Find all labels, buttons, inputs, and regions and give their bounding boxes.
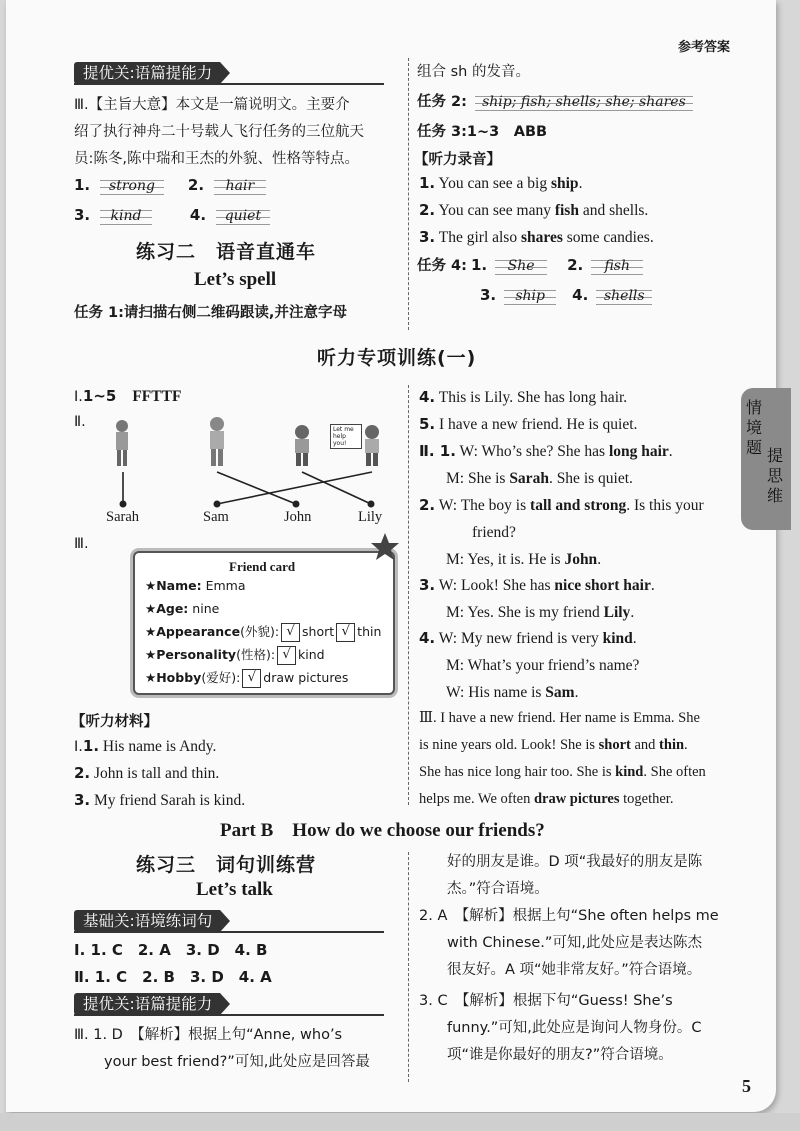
check-box: √ [336, 623, 355, 642]
handwritten-answer: shells [596, 287, 652, 305]
card-appearance-row [145, 620, 381, 643]
main-idea-line3: 员:陈冬,陈中瑞和王杰的外貌、性格等特点。 [74, 151, 359, 167]
answer-num: 3. [74, 206, 91, 224]
basic-row-1: Ⅰ. 1. C 2. A 3. D 4. B [74, 941, 268, 959]
task2-answer: ship; fish; shells; she; shares [475, 93, 693, 111]
handwritten-answer: quiet [216, 207, 270, 225]
line-num: 2. [419, 201, 436, 219]
handwritten-answer: fish [591, 257, 643, 275]
line-num: 3. [74, 791, 91, 809]
card-field-cn: (性格): [236, 647, 276, 662]
page-number: 5 [742, 1076, 751, 1096]
column-divider-middle [408, 385, 409, 805]
line-text: M: She is [446, 470, 510, 487]
line-bold: shares [520, 229, 563, 246]
card-field-value: short [302, 624, 335, 639]
analysis-q2-line2: with Chinese.”可知,此处应是表达陈杰 [447, 935, 703, 951]
card-name-row [145, 574, 246, 597]
line-text: . [578, 175, 583, 192]
line-bold: tall and strong [530, 497, 627, 514]
line-num: 3. [419, 228, 436, 246]
handwritten-answer: hair [214, 177, 266, 195]
handwritten-answer: kind [100, 207, 152, 225]
passage-line-3 [419, 759, 706, 786]
line-text: some candies. [562, 229, 654, 246]
listening-iii-label: Ⅲ. [74, 536, 89, 552]
recording-line-2 [419, 197, 648, 224]
analysis-q1-line1: Ⅲ. 1. D 【解析】根据上句“Anne, who’s [74, 1027, 343, 1043]
line-text: His name is Andy. [102, 738, 217, 755]
line-text: M: Yes, it is. He is [446, 551, 565, 568]
check-box: √ [242, 669, 261, 688]
line-bold: nice short hair [554, 577, 651, 594]
dialog-3-m [446, 599, 634, 626]
line-text: helps me. We often [419, 791, 534, 807]
task3-answer: 任务 3:1~3 ABB [417, 124, 548, 140]
line-bold: draw pictures [533, 791, 620, 807]
recording-line-3 [419, 224, 654, 251]
line-text: W: His name is [446, 684, 546, 701]
dialog-2-w-cont: friend? [472, 524, 516, 541]
line-bold: short [598, 737, 631, 753]
pill-underline [74, 931, 384, 933]
script-line-5 [419, 411, 637, 438]
line-text: . [650, 577, 655, 594]
script-line-4 [419, 384, 627, 411]
card-field-cn: (爱好): [201, 670, 241, 685]
roman-label: Ⅰ. [74, 739, 83, 755]
section-pill-advanced: 提优关:语篇提能力 [74, 62, 220, 84]
dialog-1-w [419, 438, 673, 465]
listening-i-answer [74, 387, 181, 406]
card-field-value: thin [357, 624, 382, 639]
recording-heading: 【听力录音】 [414, 152, 501, 168]
task1-instruction: 任务 1:请扫描右侧二维码跟读,并注意字母 [74, 305, 347, 321]
dialog-1-m [446, 465, 633, 492]
line-text: . She often [643, 764, 706, 780]
name-lily: Lily [358, 509, 383, 525]
analysis-q2-line3: 很友好。A 项“她非常友好。”符合语境。 [447, 962, 702, 978]
card-title: Friend card [229, 559, 296, 574]
answer-num: 2. [187, 176, 205, 194]
line-text: I have a new friend. He is quiet. [439, 416, 638, 433]
pill-underline [74, 83, 384, 85]
passage-line-1: Ⅲ. I have a new friend. Her name is Emma. She [419, 710, 700, 726]
line-num: 5. [419, 415, 436, 433]
analysis-q1-line2: your best friend?”可知,此处应是回答最 [104, 1054, 370, 1070]
answer-row-2 [74, 202, 270, 229]
line-bold: Lily [603, 604, 631, 621]
line-num: 3. [419, 576, 436, 594]
star-icon [370, 532, 400, 562]
analysis-cont-2: 杰。”符合语境。 [447, 881, 549, 897]
card-field-label: ★Personality [145, 647, 237, 662]
dialog-4-m: M: What’s your friend’s name? [446, 657, 640, 674]
name-john: John [284, 509, 312, 525]
card-field-label: ★Name: [145, 578, 202, 593]
pill-underline [74, 1014, 384, 1016]
check-box: √ [281, 623, 300, 642]
answer-num: 3. [480, 286, 497, 304]
section-pill-basic: 基础关:语境练词句 [74, 910, 220, 932]
card-field-value: nine [192, 601, 220, 616]
line-text: The girl also [438, 229, 521, 246]
line-text: . [632, 630, 637, 647]
line-bold: kind [602, 630, 633, 647]
answer-value: FFTTF [132, 388, 182, 405]
side-tab-line1: 情境题 [746, 398, 763, 457]
card-personality-row [145, 643, 325, 666]
passage-line-2 [419, 732, 688, 759]
line-text: You can see a big [438, 175, 551, 192]
name-sarah: Sarah [106, 509, 140, 525]
boy-figure-1 [204, 416, 230, 468]
line-text: and [630, 737, 660, 753]
analysis-q3-line3: 项“谁是你最好的朋友?”符合语境。 [447, 1047, 673, 1063]
answer-row-1 [74, 172, 266, 199]
roman-label: Ⅰ. [74, 389, 83, 405]
material-line-2 [74, 760, 219, 787]
answer-num: 1. [470, 256, 488, 274]
handwritten-answer: She [495, 257, 547, 275]
line-bold: John [564, 551, 598, 568]
line-num: Ⅱ. 1. [419, 442, 456, 460]
section-pill-advanced-2: 提优关:语篇提能力 [74, 993, 220, 1015]
column-divider-top [408, 58, 409, 330]
line-num: 1. [82, 737, 100, 755]
exercise-3-subtitle: Let’s talk [196, 879, 273, 900]
basic-row-2: Ⅱ. 1. C 2. B 3. D 4. A [74, 968, 272, 986]
dialog-2-w [419, 492, 704, 519]
task2-row [417, 90, 693, 111]
task4-row-2 [480, 286, 652, 305]
line-text: . Is this your [626, 497, 704, 514]
line-text: This is Lily. She has long hair. [438, 389, 628, 406]
line-text: and shells. [578, 202, 649, 219]
material-line-1 [74, 733, 216, 761]
dialog-4-w2 [446, 679, 578, 706]
line-num: 4. [419, 388, 436, 406]
line-num: 4. [419, 629, 436, 647]
line-text: W: Look! She has [438, 577, 555, 594]
speech-bubble: Let me help you! [330, 424, 362, 449]
part-b-title: Part B How do we choose our friends? [220, 820, 545, 841]
line-bold: Sarah [509, 470, 549, 487]
listening-ii-label: Ⅱ. [74, 414, 86, 430]
material-heading: 【听力材料】 [71, 714, 158, 730]
line-text: . [574, 684, 579, 701]
side-tab-line2: 提思维 [767, 446, 784, 505]
exercise-2-title: 练习二 语音直通车 [136, 241, 317, 263]
line-text: W: The boy is [438, 497, 531, 514]
line-text: W: Who’s she? She has [459, 443, 609, 460]
line-bold: Sam [545, 684, 575, 701]
line-bold: fish [554, 202, 579, 219]
line-text: My friend Sarah is kind. [94, 792, 246, 809]
line-text: . She is quiet. [548, 470, 633, 487]
dialog-4-w [419, 625, 637, 652]
analysis-cont-1: 好的朋友是谁。D 项“我最好的朋友是陈 [447, 854, 703, 870]
handwritten-answer: strong [100, 177, 164, 195]
analysis-q3-line2: funny.”可知,此处应是询问人物身份。C [447, 1020, 702, 1036]
listening-title: 听力专项训练(一) [317, 347, 477, 369]
card-field-label: ★Appearance [145, 624, 241, 639]
line-text: W: My new friend is very [438, 630, 603, 647]
line-text: M: Yes. She is my friend [446, 604, 604, 621]
task4-row-1 [417, 254, 643, 275]
column-divider-bottom [408, 852, 409, 1082]
main-idea-line2: 绍了执行神舟二十号载人飞行任务的三位航天 [74, 124, 364, 140]
line-bold: kind [615, 764, 644, 780]
answer-range: 1~5 [82, 387, 117, 405]
card-field-value: draw pictures [263, 670, 349, 685]
answer-num: 4. [189, 206, 207, 224]
line-text: is nine years old. Look! She is [419, 737, 599, 753]
answer-num: 2. [567, 256, 584, 274]
line-num: 2. [74, 764, 91, 782]
girl-figure-1 [110, 418, 134, 468]
right-line1: 组合 sh 的发音。 [417, 64, 530, 80]
line-text: . [630, 604, 635, 621]
line-text: . [668, 443, 673, 460]
card-field-cn: (外貌): [240, 624, 280, 639]
answer-key-label: 参考答案 [678, 40, 731, 55]
card-age-row [145, 597, 219, 620]
boy-figure-2 [290, 424, 314, 468]
task4-label: 任务 4: [417, 258, 467, 274]
main-idea-line1: Ⅲ.【主旨大意】本文是一篇说明文。主要介 [74, 97, 350, 113]
side-tab [741, 388, 791, 530]
line-text: together. [619, 791, 674, 807]
line-text: . [684, 737, 688, 753]
card-field-value: Emma [205, 578, 246, 593]
material-line-3 [74, 787, 245, 814]
recording-line-1 [419, 170, 582, 197]
line-num: 1. [419, 174, 436, 192]
analysis-q2-line1: 2. A 【解析】根据上句“She often helps me [419, 908, 719, 924]
matching-lines [106, 470, 396, 510]
line-text: John is tall and thin. [94, 765, 220, 782]
handwritten-answer: ship [504, 287, 556, 305]
analysis-q3-line1: 3. C 【解析】根据下句“Guess! She’s [419, 993, 673, 1009]
line-text: . [597, 551, 602, 568]
dialog-2-m [446, 546, 601, 573]
dialog-3-w [419, 572, 655, 599]
name-sam: Sam [203, 509, 229, 525]
answer-num: 1. [74, 176, 91, 194]
line-bold: ship [550, 175, 579, 192]
page-edge [0, 1113, 800, 1131]
task2-label: 任务 2: [417, 94, 467, 110]
line-text: She has nice long hair too. She is [419, 764, 616, 780]
boy-figure-3 [360, 424, 384, 468]
passage-line-4 [419, 786, 673, 813]
friend-card [133, 551, 395, 695]
exercise-3-title: 练习三 词句训练营 [136, 854, 317, 876]
line-text: You can see many [438, 202, 555, 219]
card-field-label: ★Age: [145, 601, 189, 616]
check-box: √ [277, 646, 296, 665]
card-hobby-row [145, 666, 348, 689]
line-bold: thin [659, 737, 685, 753]
card-field-label: ★Hobby [145, 670, 202, 685]
line-num: 2. [419, 496, 436, 514]
page [6, 0, 784, 1112]
answer-num: 4. [572, 286, 589, 304]
exercise-2-subtitle: Let’s spell [194, 269, 277, 290]
card-field-value: kind [298, 647, 325, 662]
line-bold: long hair [608, 443, 669, 460]
